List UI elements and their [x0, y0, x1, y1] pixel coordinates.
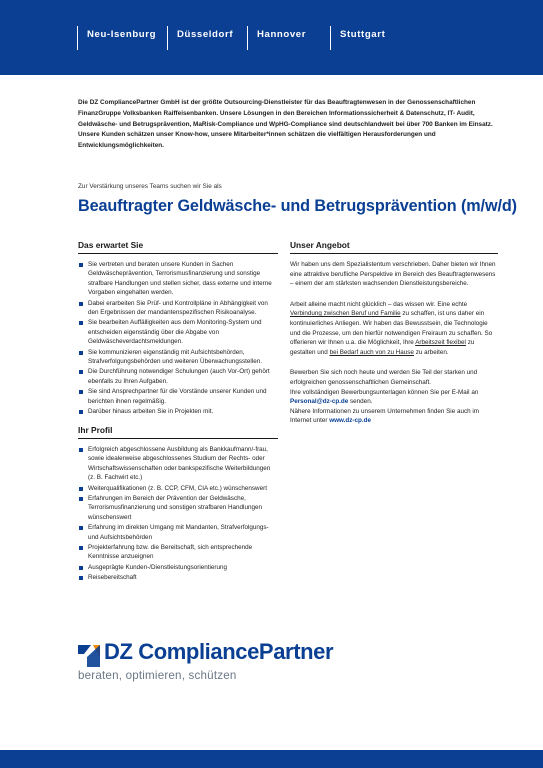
location-duesseldorf: Düsseldorf	[167, 26, 233, 50]
list-item: Darüber hinaus arbeiten Sie in Projekten mit.	[78, 407, 278, 416]
apply-text: Bewerben Sie sich noch heute und werden Sie Teil der starken und erfolgreichen genossenschaftlichen Gemeinschaft.	[290, 369, 478, 386]
apply-text: senden.	[350, 398, 373, 406]
family-link[interactable]: Verbindung zwischen Beruf und Familie	[290, 310, 401, 318]
list-item: Dabei erarbeiten Sie Prüf- und Kontrollpläne in Abhängigkeit von den Ergebnissen der mandantenspezifischen Risikoanalyse.	[78, 299, 278, 318]
expect-section	[78, 240, 278, 418]
offer-text: zu arbeiten.	[415, 348, 449, 356]
website-link[interactable]: www.dz-cp.de	[329, 417, 371, 425]
list-item: Ausgeprägte Kunden-/Dienstleistungsorientierung	[78, 563, 278, 572]
list-item: Sie bearbeiten Auffälligkeiten aus dem Monitoring-System und entscheiden eigenständig über die Abgabe von Geldwäscheverdachtsmeldungen.	[78, 318, 278, 346]
list-item: Erfolgreich abgeschlossene Ausbildung als Bankkaufmann/-frau, sowie idealerweise abgeschlossenes Studium der Rechts- oder Wirtschaftswissenschaften oder bankspezifische Weiterbildungen (z. B. Fachwirt etc.)	[78, 445, 278, 483]
list-item: Erfahrungen im Bereich der Prävention der Geldwäsche, Terrorismusfinanzierung und sonstigen strafbaren Handlungen wünschenswert	[78, 494, 278, 522]
logo-tagline: beraten, optimieren, schützen	[78, 669, 237, 682]
company-intro: Die DZ CompliancePartner GmbH ist der größte Outsourcing-Dienstleister für das Beauftragtenwesen in der Genossenschaftlichen FinanzGruppe Volksbanken Raiffeisenbanken. Unsere Lösungen in den Bereichen Informationssicherheit & Datenschutz, IT- Audit, Geldwäsche- und Betrugsprävention, MaRisk-Compliance und WpHG-Compliance sind deutschlandweit bei über 700 Banken im Einsatz. Unsere Kunden schätzen unser Know-how, unsere Mitarbeiter*innen schätzen die vielfältigen Herausforderungen und Entwicklungsmöglichkeiten.	[78, 99, 493, 150]
offer-text: Arbeit alleine macht nicht glücklich – das wissen wir. Eine echte	[290, 300, 468, 308]
offer-heading: Unser Angebot	[290, 240, 498, 254]
logo-wordmark: DZ CompliancePartner	[104, 639, 334, 664]
offer-paragraph-1: Wir haben uns dem Spezialistentum verschrieben. Daher bieten wir Ihnen eine attraktive berufliche Perspektive im Bereich des Beauftragtenwesens – einem der am stärksten wachsenden Dienstleistungsbereiche.	[290, 261, 496, 288]
offer-text: zu gestalten und	[290, 339, 475, 356]
location-neu-isenburg: Neu-Isenburg	[77, 26, 156, 50]
list-item: Die Durchführung notwendiger Schulungen (auch Vor-Ort) gehört ebenfalls zu Ihren Aufgaben.	[78, 367, 278, 386]
profile-heading: Ihr Profil	[78, 425, 278, 439]
profile-list	[78, 445, 278, 583]
expect-list	[78, 260, 278, 417]
location-hannover: Hannover	[247, 26, 306, 50]
offer-section	[290, 240, 498, 432]
job-subtitle: Zur Verstärkung unseres Teams suchen wir Sie als	[78, 183, 222, 190]
apply-text: Ihre vollständigen Bewerbungsunterlagen können Sie per E-Mail an	[290, 388, 479, 396]
expect-heading: Das erwartet Sie	[78, 240, 278, 254]
profile-section	[78, 425, 278, 584]
list-item: Sie vertreten und beraten unsere Kunden in Sachen Geldwäscheprävention, Terrorismusfinanzierung und sonstige strafbare Handlungen und stellen sicher, dass externe und interne Vorgaben eingehalten werden.	[78, 260, 278, 298]
location-stuttgart: Stuttgart	[330, 26, 385, 50]
list-item: Weiterqualifikationen (z. B. CCP, CFM, CIA etc.) wünschenswert	[78, 484, 278, 493]
company-logo	[78, 639, 358, 683]
application-paragraph	[290, 368, 498, 426]
offer-text: zu schaffen, ist uns daher ein kontinuierliches Anliegen. Wir haben das Bewusstsein, die Technologie und die Prozesse, um den hierfür notwendigen Freiraum zu schaffen. So offerieren wir Ihnen u.a. die Möglichkeit, Ihre	[290, 310, 493, 347]
header-bar	[0, 0, 543, 75]
job-title: Beauftragter Geldwäsche- und Betrugsprävention (m/w/d)	[78, 197, 517, 215]
dz-logo-icon	[78, 645, 100, 667]
list-item: Projekterfahrung bzw. die Bereitschaft, sich entsprechende Kenntnisse anzueignen	[78, 543, 278, 562]
flexible-hours-link[interactable]: Arbeitszeit flexibel	[415, 339, 466, 347]
apply-text: Nähere Informationen zu unserem Unternehmen finden Sie auch im Internet unter	[290, 407, 480, 425]
list-item: Erfahrung im direkten Umgang mit Mandanten, Strafverfolgungs- und Aufsichtsbehörden	[78, 523, 278, 542]
list-item: Reisebereitschaft	[78, 573, 278, 582]
list-item: Sie kommunizieren eigenständig mit Aufsichtsbehörden, Strafverfolgungsbehörden und weiteren Überwachungsstellen.	[78, 348, 278, 367]
home-office-link[interactable]: bei Bedarf auch von zu Hause	[329, 348, 414, 356]
email-link[interactable]: Personal@dz-cp.de	[290, 398, 349, 406]
list-item: Sie sind Ansprechpartner für die Vorstände unserer Kunden und berichten ihnen regelmäßig.	[78, 387, 278, 406]
offer-paragraph-2	[290, 300, 498, 358]
footer-bar	[0, 750, 543, 768]
